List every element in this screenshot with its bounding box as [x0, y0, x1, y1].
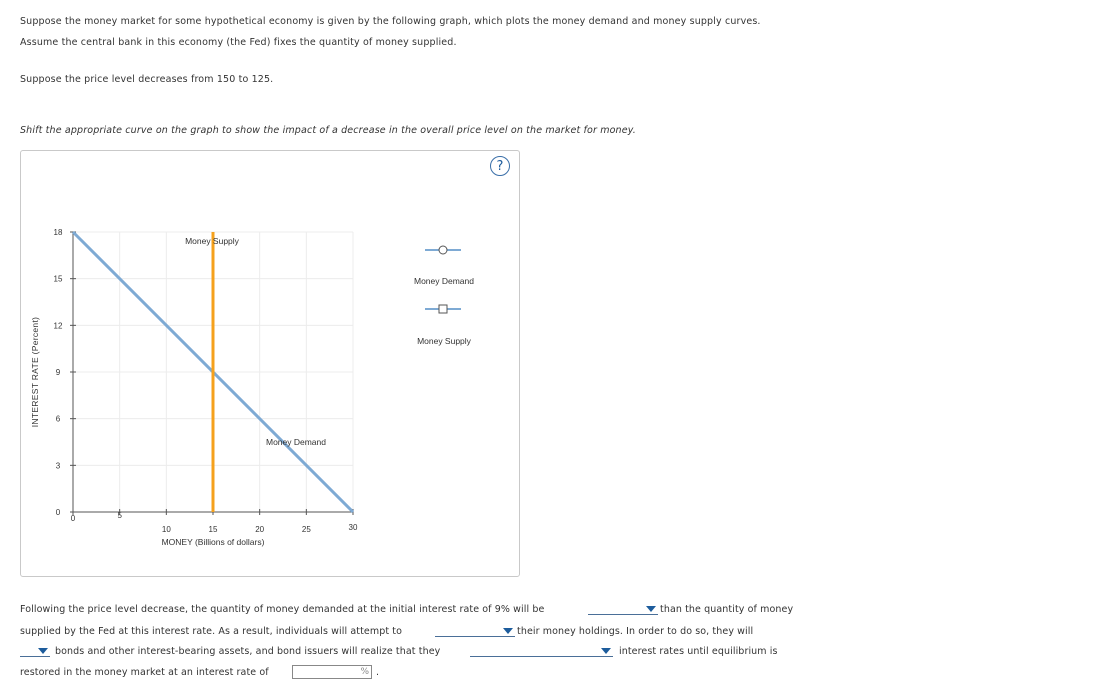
help-button[interactable]: ? [490, 156, 510, 176]
dropdown-holdings-action[interactable] [435, 625, 515, 637]
question-end-period: . [376, 667, 380, 678]
question-line-3a: bonds and other interest-bearing assets, and bond issuers will realize that they [55, 646, 441, 657]
y-tick-label: 3 [55, 461, 61, 471]
y-tick-label: 0 [55, 508, 61, 517]
intro-line-3: Suppose the price level decreases from 150 to 125. [20, 74, 274, 85]
interest-rate-input[interactable] [292, 665, 372, 679]
y-tick-label: 12 [53, 321, 63, 331]
y-tick-label: 15 [53, 274, 63, 284]
dropdown-bonds-action[interactable] [20, 645, 50, 657]
x-tick-label: 30 [348, 523, 358, 532]
percent-unit: % [360, 667, 369, 677]
instruction-text: Shift the appropriate curve on the graph to show the impact of a decrease in the overall price level on the market for money. [20, 125, 636, 136]
x-tick-label: 0 [70, 514, 76, 523]
money-demand-curve-label: Money Demand [265, 437, 327, 447]
dropdown-interest-action[interactable] [470, 645, 613, 657]
graph-panel [20, 150, 520, 577]
x-tick-label: 20 [255, 525, 265, 534]
y-tick-label: 9 [55, 368, 61, 377]
legend-label-money-supply: Money Supply [417, 336, 471, 346]
x-tick-label: 5 [117, 511, 122, 520]
chevron-down-icon [38, 648, 48, 654]
intro-line-2: Assume the central bank in this economy (the Fed) fixes the quantity of money supplied. [20, 37, 457, 48]
question-line-2b: their money holdings. In order to do so, they will [517, 626, 754, 637]
intro-line-1: Suppose the money market for some hypothetical economy is given by the following graph, which plots the money demand and money supply curves. [20, 16, 761, 27]
y-tick-label: 18 [53, 228, 63, 237]
question-line-2a: supplied by the Fed at this interest rate. As a result, individuals will attempt to [20, 626, 403, 637]
question-line-1a: Following the price level decrease, the quantity of money demanded at the initial interest rate of 9% will be [20, 604, 545, 615]
x-tick-label: 10 [161, 525, 171, 534]
x-axis-title: MONEY (Billions of dollars) [161, 537, 265, 547]
question-line-1b: than the quantity of money [660, 604, 794, 615]
chevron-down-icon [601, 648, 611, 654]
chevron-down-icon [503, 628, 513, 634]
x-tick-label: 25 [301, 525, 311, 534]
legend-label-money-demand: Money Demand [413, 276, 475, 286]
y-axis-title: INTEREST RATE (Percent) [30, 316, 40, 428]
dropdown-quantity-comparison[interactable] [588, 603, 658, 615]
question-line-3b: interest rates until equilibrium is [619, 646, 778, 657]
money-supply-curve-label: Money Supply [185, 236, 239, 246]
x-tick-label: 15 [208, 525, 218, 534]
question-line-4a: restored in the money market at an interest rate of [20, 667, 269, 678]
chevron-down-icon [646, 606, 656, 612]
y-tick-label: 6 [55, 414, 61, 424]
